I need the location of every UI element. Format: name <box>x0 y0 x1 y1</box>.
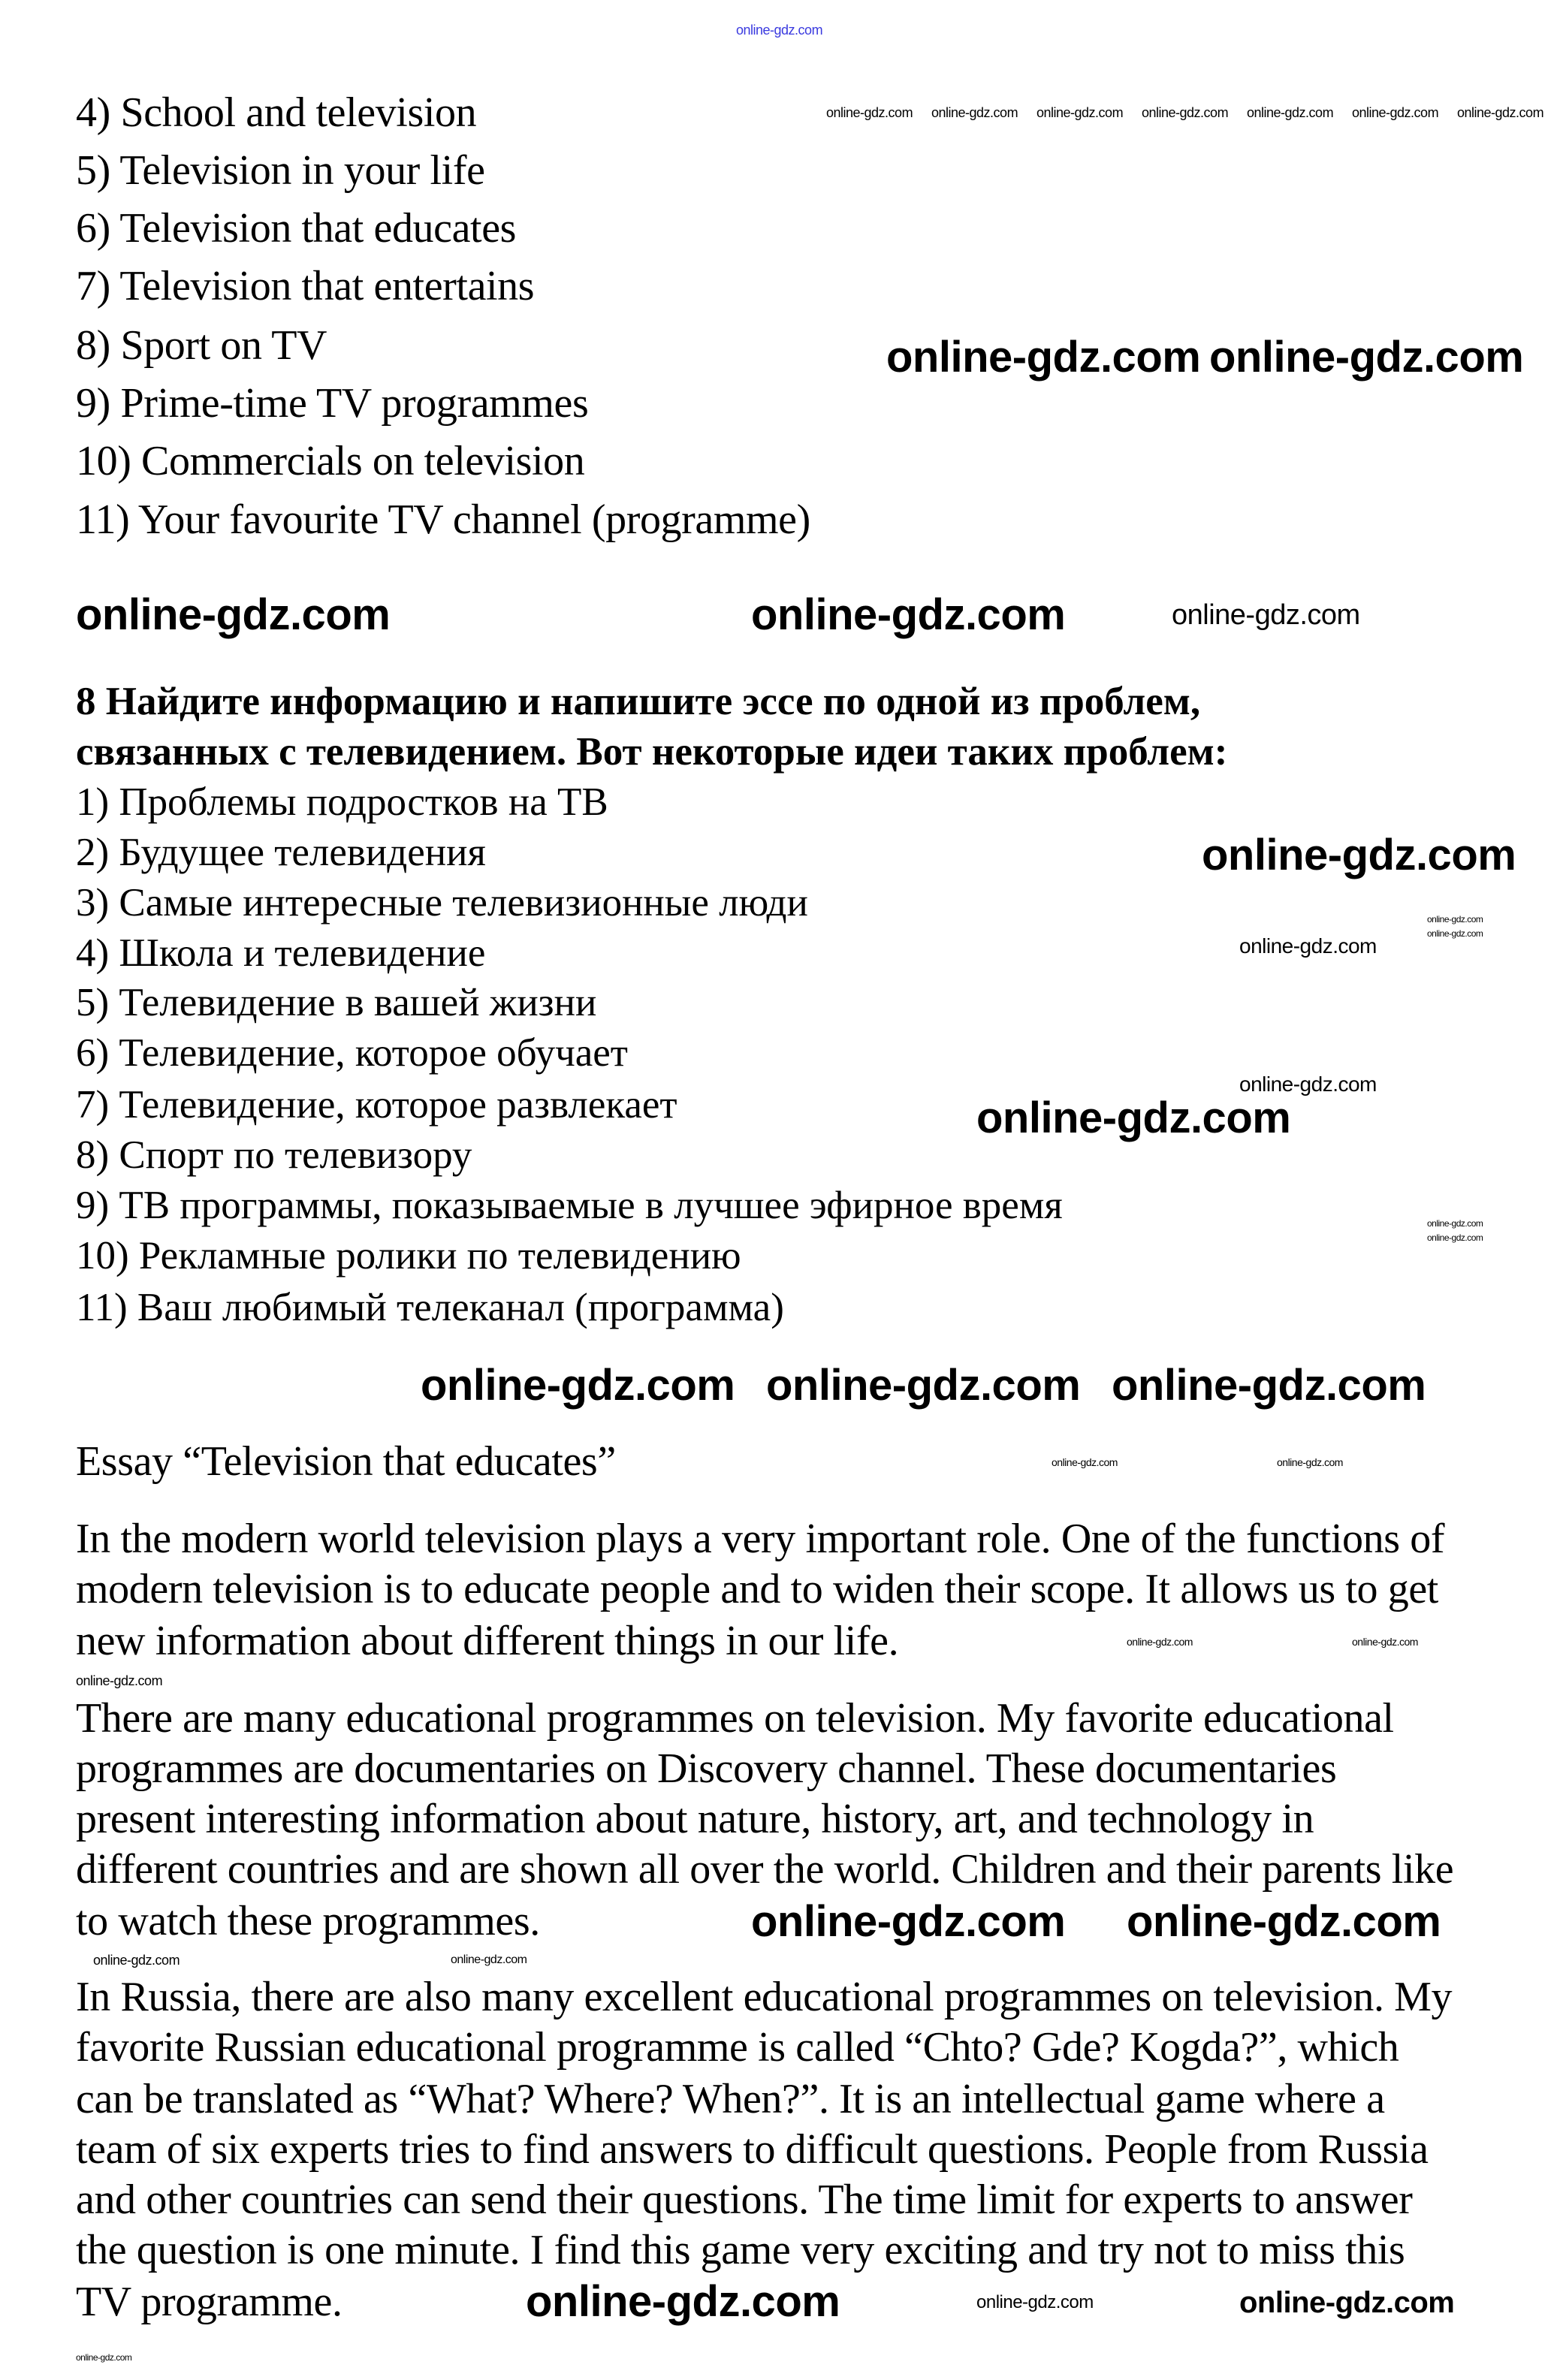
list-item: 4) School and television <box>76 89 477 136</box>
list-item: 6) Телевидение, которое обучает <box>76 1031 628 1075</box>
watermark: online-gdz.com <box>1427 1218 1483 1229</box>
watermark: online-gdz.com <box>1277 1455 1343 1468</box>
watermark: online-gdz.com <box>1457 104 1544 120</box>
text-line: can be translated as “What? Where? When?”. It is an intellectual game where a <box>76 2076 1385 2122</box>
text-line: the question is one minute. I find this game very exciting and try not to miss this <box>76 2227 1405 2273</box>
task-heading: 8 Найдите информацию и напишите эссе по одной из проблем, <box>76 680 1201 723</box>
watermark: online-gdz.com <box>1172 599 1360 631</box>
list-item: 2) Будущее телевидения <box>76 831 486 874</box>
list-item: 7) Television that entertains <box>76 263 535 309</box>
text-line: team of six experts tries to find answers to difficult questions. People from Russia <box>76 2126 1429 2173</box>
watermark: online-gdz.com <box>1239 934 1377 958</box>
watermark: online-gdz.com <box>1127 1897 1441 1947</box>
watermark: online-gdz.com <box>751 1897 1066 1947</box>
watermark: online-gdz.com <box>93 1952 180 1968</box>
list-item: 9) Prime-time TV programmes <box>76 380 589 427</box>
watermark: online-gdz.com <box>1239 2285 1455 2319</box>
text-line: and other countries can send their questions. The time limit for experts to answer <box>76 2176 1413 2223</box>
watermark: online-gdz.com <box>451 1953 527 1966</box>
list-item: 5) Television in your life <box>76 147 485 194</box>
watermark: online-gdz.com <box>421 1361 735 1410</box>
list-item: 1) Проблемы подростков на ТВ <box>76 780 608 824</box>
watermark: online-gdz.com <box>1427 914 1483 925</box>
watermark: online-gdz.com <box>1239 1072 1377 1096</box>
text-line: to watch these programmes. <box>76 1898 540 1944</box>
watermark: online-gdz.com <box>1352 104 1439 120</box>
watermark: online-gdz.com <box>736 22 823 38</box>
text-line: programmes are documentaries on Discovery channel. These documentaries <box>76 1745 1337 1792</box>
watermark: online-gdz.com <box>1142 104 1229 120</box>
task-heading: связанных с телевидением. Вот некоторые идеи таких проблем: <box>76 730 1228 774</box>
watermark: online-gdz.com <box>1112 1361 1426 1410</box>
list-item: 8) Sport on TV <box>76 322 327 369</box>
text-line: different countries and are shown all over the world. Children and their parents like <box>76 1846 1454 1893</box>
list-item: 11) Ваш любимый телеканал (программа) <box>76 1286 784 1329</box>
list-item: 6) Television that educates <box>76 205 517 252</box>
watermark: online-gdz.com <box>1036 104 1124 120</box>
watermark: online-gdz.com <box>766 1361 1081 1410</box>
watermark: online-gdz.com <box>1352 1635 1418 1648</box>
watermark: online-gdz.com <box>751 590 1066 640</box>
list-item: 3) Самые интересные телевизионные люди <box>76 881 808 925</box>
list-item: 4) Школа и телевидение <box>76 931 486 975</box>
list-item: 9) ТВ программы, показываемые в лучшее эфирное время <box>76 1184 1063 1227</box>
text-line: favorite Russian educational programme is called “Chto? Gde? Kogda?”, which <box>76 2024 1399 2071</box>
text-line: new information about different things in our life. <box>76 1618 899 1664</box>
watermark: online-gdz.com <box>886 333 1201 382</box>
text-line: TV programme. <box>76 2279 342 2325</box>
list-item: 11) Your favourite TV channel (programme) <box>76 496 810 543</box>
watermark: online-gdz.com <box>1247 104 1334 120</box>
watermark: online-gdz.com <box>526 2277 840 2327</box>
text-line: In Russia, there are also many excellent educational programmes on television. My <box>76 1974 1453 2020</box>
watermark: online-gdz.com <box>1427 928 1483 940</box>
watermark: online-gdz.com <box>1427 1232 1483 1244</box>
watermark: online-gdz.com <box>1202 831 1516 880</box>
text-line: In the modern world television plays a very important role. One of the functions of <box>76 1516 1445 1562</box>
list-item: 8) Спорт по телевизору <box>76 1133 472 1177</box>
watermark: online-gdz.com <box>76 1673 163 1688</box>
watermark: online-gdz.com <box>1127 1635 1193 1648</box>
text-line: present interesting information about nature, history, art, and technology in <box>76 1796 1314 1842</box>
watermark: online-gdz.com <box>976 2292 1094 2313</box>
watermark: online-gdz.com <box>1209 333 1524 382</box>
list-item: 10) Commercials on television <box>76 438 585 484</box>
text-line: modern television is to educate people and to widen their scope. It allows us to get <box>76 1566 1438 1612</box>
watermark: online-gdz.com <box>76 2352 132 2363</box>
watermark: online-gdz.com <box>826 104 913 120</box>
watermark: online-gdz.com <box>931 104 1018 120</box>
watermark: online-gdz.com <box>76 590 391 640</box>
text-line: There are many educational programmes on television. My favorite educational <box>76 1695 1394 1742</box>
essay-title: Essay “Television that educates” <box>76 1438 616 1485</box>
watermark: online-gdz.com <box>976 1093 1291 1143</box>
watermark: online-gdz.com <box>1052 1455 1118 1468</box>
list-item: 7) Телевидение, которое развлекает <box>76 1083 677 1127</box>
list-item: 10) Рекламные ролики по телевидению <box>76 1234 741 1277</box>
list-item: 5) Телевидение в вашей жизни <box>76 981 597 1024</box>
